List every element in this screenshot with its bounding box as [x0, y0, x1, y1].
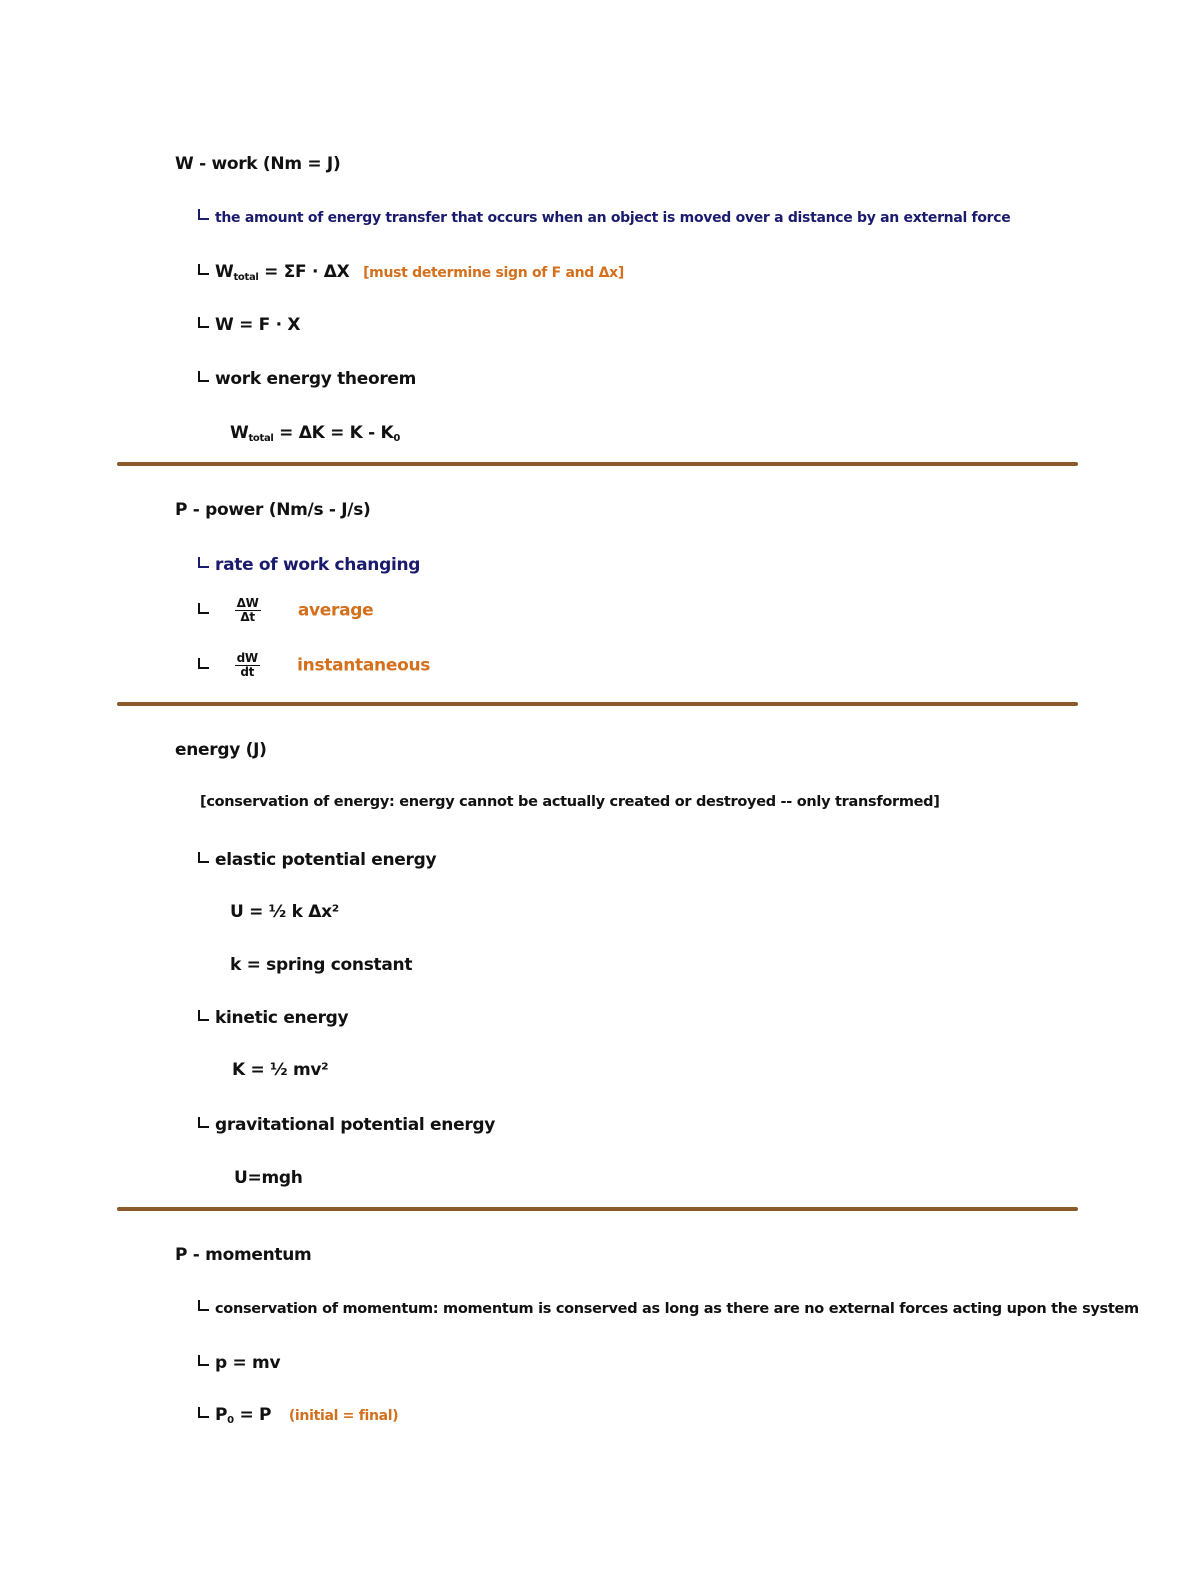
energy-heading: energy (J) [175, 740, 267, 760]
instantaneous-fraction: $\frac{dW}{dt}$ [236, 651, 258, 679]
power-average [198, 597, 373, 624]
section-divider [117, 1207, 1078, 1211]
hook-icon [198, 371, 209, 382]
spring-constant: k = spring constant [230, 955, 413, 975]
hook-icon [198, 852, 209, 863]
elastic-formula: U = ½ k Δx² [230, 902, 339, 922]
work-total-formula: $W_{total} = \Sigma F \cdot \Delta X$ [must determine sign of F and Δx] [198, 262, 624, 283]
work-theorem-label: work energy theorem [198, 369, 416, 389]
section-divider [117, 702, 1078, 706]
hook-icon [198, 557, 209, 568]
momentum-equality-note: (initial = final) [288, 1408, 399, 1424]
hook-icon [198, 658, 209, 669]
kinetic-formula: K = ½ mv² [232, 1060, 329, 1080]
hook-icon [198, 1407, 209, 1418]
power-heading: P - power (Nm/s - J/s) [175, 500, 371, 520]
hook-icon [198, 603, 209, 614]
hook-icon [198, 264, 209, 275]
momentum-formula: p = mv [198, 1353, 280, 1373]
work-definition: the amount of energy transfer that occurs when an object is moved over a distance by an external force [198, 209, 1010, 226]
hook-icon [198, 1355, 209, 1366]
hook-icon [198, 209, 209, 220]
momentum-conservation: conservation of momentum: momentum is conserved as long as there are no external forces acting upon the system [198, 1300, 1139, 1317]
work-simple-formula: W = F · X [198, 315, 300, 335]
average-label: average [297, 600, 374, 621]
average-fraction: $\frac{\Delta W}{\Delta t}$ [236, 596, 259, 624]
gravitational-formula: U=mgh [234, 1168, 303, 1188]
momentum-heading: P - momentum [175, 1245, 312, 1265]
work-heading: W - work (Nm = J) [175, 154, 341, 174]
hook-icon [198, 317, 209, 328]
kinetic-label: kinetic energy [198, 1008, 348, 1028]
work-theorem-formula: $W_{total} = \Delta K = K - K_0$ [230, 423, 401, 444]
momentum-equality: $P_0 = P$ (initial = final) [198, 1405, 398, 1426]
gravitational-label: gravitational potential energy [198, 1115, 495, 1135]
section-divider [117, 462, 1078, 466]
power-definition: rate of work changing [198, 555, 420, 575]
hook-icon [198, 1117, 209, 1128]
instantaneous-label: instantaneous [297, 655, 431, 676]
power-instantaneous [198, 652, 430, 679]
work-total-note: [must determine sign of F and Δx] [363, 265, 624, 281]
energy-conservation: [conservation of energy: energy cannot be actually created or destroyed -- only transformed] [200, 794, 940, 810]
hook-icon [198, 1010, 209, 1021]
hook-icon [198, 1300, 209, 1311]
elastic-label: elastic potential energy [198, 850, 436, 870]
